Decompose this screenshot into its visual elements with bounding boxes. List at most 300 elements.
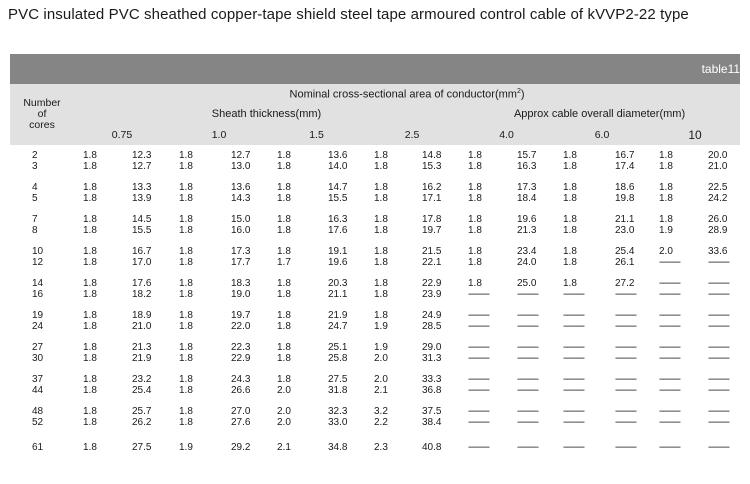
cell-value: --------- — [563, 309, 584, 321]
size-header: 4.0 — [459, 124, 554, 145]
cell-value: 1.8 — [374, 309, 388, 321]
cell-value: 21.9 — [328, 309, 348, 321]
sheath-cell — [365, 369, 410, 401]
cell-value: 28.5 — [422, 321, 442, 332]
diameter-cell — [505, 305, 554, 337]
cell-value: 12.7 — [231, 149, 251, 161]
cell-value: --------- — [659, 442, 680, 454]
sheath-cell — [268, 273, 316, 305]
cell-value: --------- — [563, 341, 584, 353]
cell-value: 31.3 — [422, 353, 442, 364]
diameter-cell — [696, 241, 740, 273]
cores-cell — [10, 273, 74, 305]
diameter-cell — [219, 305, 268, 337]
cell-value: 1.8 — [179, 257, 193, 268]
cell-value: 1.8 — [468, 193, 482, 204]
cell-value: --------- — [468, 442, 489, 454]
cell-value: 1.8 — [563, 181, 577, 193]
diameter-cell — [410, 305, 459, 337]
sheath-cell — [650, 401, 696, 433]
cell-value: --------- — [708, 353, 729, 364]
sheath-cell — [459, 145, 505, 177]
diameter-cell — [120, 273, 170, 305]
cell-value: 1.8 — [83, 225, 97, 236]
cell-value: 1.8 — [179, 417, 193, 428]
cell-value: --------- — [615, 442, 636, 454]
cell-value: 2.0 — [277, 417, 291, 428]
diameter-cell — [603, 433, 650, 463]
cell-value: 2.0 — [277, 405, 291, 417]
diameter-cell — [219, 337, 268, 369]
cell-value: --------- — [659, 405, 680, 417]
cell-value: 1.8 — [83, 149, 97, 161]
sheath-cell — [365, 273, 410, 305]
cell-value: 1.8 — [83, 245, 97, 257]
sheath-cell — [74, 401, 120, 433]
cell-value: 1.8 — [179, 277, 193, 289]
sheath-cell — [268, 401, 316, 433]
cell-value: 20.0 — [708, 149, 728, 161]
cell-value: 1.9 — [374, 321, 388, 332]
cell-value: 12.3 — [132, 149, 152, 161]
cell-value: --------- — [659, 289, 680, 300]
cell-value: 1.8 — [83, 442, 97, 454]
cell-value: 1.8 — [468, 225, 482, 236]
cell-value: 1.8 — [179, 309, 193, 321]
cell-value: 13.6 — [231, 181, 251, 193]
cell-value: 24.3 — [231, 373, 251, 385]
cell-value: 1.8 — [277, 373, 291, 385]
overall-diameter-header: Approx cable overall diameter(mm) — [459, 104, 740, 124]
cell-value: --------- — [468, 341, 489, 353]
cell-value: 18.4 — [517, 193, 537, 204]
cell-value: 27.6 — [231, 417, 251, 428]
size-header: 1.0 — [170, 124, 268, 145]
diameter-cell — [505, 401, 554, 433]
diameter-cell — [410, 433, 459, 463]
cell-value: 27.5 — [328, 373, 348, 385]
cell-value: 1.9 — [374, 341, 388, 353]
cell-value: 1.8 — [179, 341, 193, 353]
sheath-cell — [365, 241, 410, 273]
cores-cell — [10, 241, 74, 273]
cell-value: 28.9 — [708, 225, 728, 236]
cell-value: 1.8 — [179, 225, 193, 236]
diameter-cell — [505, 209, 554, 241]
sheath-cell — [459, 369, 505, 401]
diameter-cell — [505, 273, 554, 305]
diameter-cell — [219, 273, 268, 305]
cell-value: --------- — [468, 385, 489, 396]
cell-value: 27.2 — [615, 277, 635, 289]
cell-value: 26.1 — [615, 257, 635, 268]
diameter-cell — [603, 177, 650, 209]
diameter-cell — [219, 177, 268, 209]
cell-value: --------- — [659, 277, 680, 289]
sheath-cell — [170, 145, 219, 177]
sheath-cell — [650, 369, 696, 401]
sheath-cell — [74, 241, 120, 273]
cell-value: 34.8 — [328, 442, 348, 454]
diameter-cell — [120, 209, 170, 241]
sheath-cell — [365, 177, 410, 209]
diameter-cell — [603, 369, 650, 401]
diameter-cell — [120, 241, 170, 273]
cell-value: --------- — [468, 417, 489, 428]
cell-value: 1.8 — [277, 213, 291, 225]
cell-value: 1.8 — [179, 405, 193, 417]
cell-value: 26.6 — [231, 385, 251, 396]
cell-value: 1.8 — [277, 321, 291, 332]
sheath-cell — [554, 401, 603, 433]
nominal-area-header: Nominal cross-sectional area of $conductor(mm^2)$ — [74, 84, 740, 104]
table-row — [10, 241, 740, 273]
diameter-cell — [696, 209, 740, 241]
cell-value: 1.8 — [659, 213, 673, 225]
sheath-cell — [459, 401, 505, 433]
sheath-cell — [74, 305, 120, 337]
sheath-cell — [650, 305, 696, 337]
cores-value: 5 — [32, 193, 38, 204]
cell-value: --------- — [563, 353, 584, 364]
cell-value: 22.9 — [231, 353, 251, 364]
diameter-cell — [410, 337, 459, 369]
diameter-cell — [120, 145, 170, 177]
cell-value: --------- — [708, 257, 729, 268]
sheath-cell — [554, 145, 603, 177]
cell-value: --------- — [708, 309, 729, 321]
cell-value: 1.8 — [374, 245, 388, 257]
cell-value: 15.5 — [132, 225, 152, 236]
cell-value: --------- — [517, 321, 538, 332]
cell-value: 1.8 — [374, 213, 388, 225]
cell-value: 1.8 — [277, 181, 291, 193]
cell-value: 36.8 — [422, 385, 442, 396]
cell-value: 17.0 — [132, 257, 152, 268]
cell-value: 24.2 — [708, 193, 728, 204]
cell-value: --------- — [563, 373, 584, 385]
diameter-cell — [410, 209, 459, 241]
cell-value: 21.3 — [132, 341, 152, 353]
diameter-cell — [316, 433, 365, 463]
cores-cell — [10, 369, 74, 401]
cable-spec-table — [10, 54, 740, 463]
cell-value: 1.8 — [277, 193, 291, 204]
cell-value: 22.5 — [708, 181, 728, 193]
sheath-cell — [268, 177, 316, 209]
cell-value: 21.9 — [132, 353, 152, 364]
sheath-cell — [554, 337, 603, 369]
cell-value: 25.1 — [328, 341, 348, 353]
cell-value: 22.9 — [422, 277, 442, 289]
cell-value: 1.8 — [563, 257, 577, 268]
diameter-cell — [410, 177, 459, 209]
cell-value: 25.4 — [132, 385, 152, 396]
cell-value: --------- — [615, 289, 636, 300]
cell-value: --------- — [659, 341, 680, 353]
diameter-cell — [603, 337, 650, 369]
cell-value: 16.7 — [615, 149, 635, 161]
cell-value: 1.8 — [374, 257, 388, 268]
sheath-cell — [554, 209, 603, 241]
cell-value: 19.6 — [328, 257, 348, 268]
cell-value: 1.8 — [277, 149, 291, 161]
diameter-cell — [696, 401, 740, 433]
cell-value: 1.8 — [83, 321, 97, 332]
cell-value: 1.8 — [659, 161, 673, 172]
sheath-cell — [365, 337, 410, 369]
cell-value: --------- — [659, 417, 680, 428]
cell-value: 16.0 — [231, 225, 251, 236]
cell-value: --------- — [468, 289, 489, 300]
cell-value: --------- — [517, 309, 538, 321]
cell-value: 24.7 — [328, 321, 348, 332]
cores-value: 24 — [32, 321, 44, 332]
cell-value: 1.8 — [374, 289, 388, 300]
cell-value: --------- — [468, 373, 489, 385]
cell-value: 1.8 — [277, 341, 291, 353]
cell-value: 2.0 — [277, 385, 291, 396]
cell-value: 21.0 — [132, 321, 152, 332]
cell-value: 1.8 — [468, 161, 482, 172]
cell-value: --------- — [708, 417, 729, 428]
cell-value: 1.8 — [277, 289, 291, 300]
sheath-cell — [74, 145, 120, 177]
table-row — [10, 369, 740, 401]
table-row — [10, 337, 740, 369]
cell-value: 23.9 — [422, 289, 442, 300]
cell-value: 19.7 — [231, 309, 251, 321]
cell-value: --------- — [659, 321, 680, 332]
cell-value: 40.8 — [422, 442, 442, 454]
cell-value: --------- — [708, 373, 729, 385]
sheath-cell — [554, 177, 603, 209]
cell-value: 1.8 — [563, 245, 577, 257]
cell-value: --------- — [517, 405, 538, 417]
cell-value: --------- — [708, 277, 729, 289]
diameter-cell — [410, 241, 459, 273]
cell-value: 17.7 — [231, 257, 251, 268]
diameter-cell — [316, 209, 365, 241]
diameter-cell — [316, 305, 365, 337]
cell-value: 1.8 — [179, 213, 193, 225]
sheath-cell — [170, 305, 219, 337]
cell-value: 17.6 — [328, 225, 348, 236]
cell-value: 1.8 — [83, 257, 97, 268]
cell-value: 1.8 — [659, 149, 673, 161]
cell-value: 19.7 — [422, 225, 442, 236]
cell-value: 1.8 — [563, 161, 577, 172]
diameter-cell — [219, 369, 268, 401]
cell-value: 16.7 — [132, 245, 152, 257]
cores-value: 27 — [32, 341, 44, 353]
cell-value: --------- — [659, 353, 680, 364]
cell-value: 1.8 — [83, 213, 97, 225]
cell-value: 1.8 — [179, 193, 193, 204]
size-header: 0.75 — [74, 124, 170, 145]
cell-value: --------- — [615, 417, 636, 428]
sheath-cell — [650, 337, 696, 369]
cell-value: 12.7 — [132, 161, 152, 172]
cell-value: 19.6 — [517, 213, 537, 225]
sheath-cell — [650, 433, 696, 463]
sheath-cell — [268, 369, 316, 401]
cell-value: 23.2 — [132, 373, 152, 385]
cell-value: 1.8 — [468, 277, 482, 289]
diameter-cell — [505, 241, 554, 273]
diameter-cell — [120, 401, 170, 433]
sheath-cell — [268, 209, 316, 241]
diameter-cell — [603, 401, 650, 433]
diameter-cell — [219, 433, 268, 463]
sheath-cell — [650, 273, 696, 305]
cell-value: --------- — [468, 405, 489, 417]
table-row — [10, 305, 740, 337]
cell-value: --------- — [659, 373, 680, 385]
diameter-cell — [505, 433, 554, 463]
diameter-cell — [120, 433, 170, 463]
sheath-cell — [459, 433, 505, 463]
cell-value: 1.8 — [563, 213, 577, 225]
diameter-cell — [410, 273, 459, 305]
cell-value: 27.5 — [132, 442, 152, 454]
cell-value: 1.8 — [179, 161, 193, 172]
sheath-cell — [554, 305, 603, 337]
sheath-cell — [365, 145, 410, 177]
diameter-cell — [696, 305, 740, 337]
cell-value: 1.8 — [277, 245, 291, 257]
cell-value: 19.1 — [328, 245, 348, 257]
cell-value: --------- — [517, 373, 538, 385]
cell-value: 1.8 — [277, 277, 291, 289]
diameter-cell — [219, 241, 268, 273]
sheath-cell — [74, 273, 120, 305]
cell-value: 18.3 — [231, 277, 251, 289]
cell-value: 2.0 — [659, 245, 673, 257]
cell-value: 1.8 — [374, 193, 388, 204]
sheath-cell — [554, 433, 603, 463]
cell-value: --------- — [517, 417, 538, 428]
sheath-thickness-header: Sheath thickness(mm) — [74, 104, 459, 124]
cell-value: 1.8 — [83, 181, 97, 193]
sheath-cell — [170, 177, 219, 209]
sheath-cell — [74, 433, 120, 463]
cell-value: 20.3 — [328, 277, 348, 289]
cell-value: 1.8 — [83, 277, 97, 289]
cell-value: 1.9 — [659, 225, 673, 236]
sheath-cell — [459, 177, 505, 209]
cell-value: 37.5 — [422, 405, 442, 417]
diameter-cell — [696, 433, 740, 463]
cell-value: 14.7 — [328, 181, 348, 193]
cell-value: 1.8 — [563, 149, 577, 161]
diameter-cell — [696, 273, 740, 305]
diameter-cell — [316, 273, 365, 305]
diameter-cell — [316, 369, 365, 401]
cell-value: 33.0 — [328, 417, 348, 428]
cell-value: 1.8 — [659, 193, 673, 204]
cell-value: 17.4 — [615, 161, 635, 172]
cell-value: 1.8 — [468, 257, 482, 268]
cell-value: 15.3 — [422, 161, 442, 172]
sheath-cell — [170, 369, 219, 401]
cell-value: 32.3 — [328, 405, 348, 417]
sheath-cell — [650, 177, 696, 209]
cell-value: 1.8 — [277, 225, 291, 236]
table-row — [10, 273, 740, 305]
cell-value: 25.7 — [132, 405, 152, 417]
diameter-cell — [316, 177, 365, 209]
cell-value: 17.3 — [231, 245, 251, 257]
cell-value: 21.1 — [615, 213, 635, 225]
cell-value: 2.3 — [374, 442, 388, 454]
cell-value: 1.8 — [83, 373, 97, 385]
cell-value: --------- — [468, 353, 489, 364]
cell-value: --------- — [563, 385, 584, 396]
cell-value: 1.9 — [179, 442, 193, 454]
cores-cell — [10, 177, 74, 209]
cell-value: 17.8 — [422, 213, 442, 225]
cell-value: 1.8 — [179, 321, 193, 332]
cell-value: --------- — [615, 309, 636, 321]
size-header: 10 — [650, 124, 740, 145]
cell-value: 21.1 — [328, 289, 348, 300]
cell-value: --------- — [563, 417, 584, 428]
cell-value: 1.8 — [374, 181, 388, 193]
cores-cell — [10, 401, 74, 433]
cell-value: 1.8 — [374, 277, 388, 289]
diameter-cell — [316, 337, 365, 369]
sheath-cell — [554, 369, 603, 401]
cell-value: --------- — [517, 442, 538, 454]
cell-value: 1.8 — [563, 225, 577, 236]
cell-value: 13.6 — [328, 149, 348, 161]
diameter-cell — [603, 241, 650, 273]
cell-value: 1.8 — [179, 181, 193, 193]
cell-value: 1.8 — [83, 417, 97, 428]
cell-value: 1.8 — [374, 149, 388, 161]
sheath-cell — [459, 209, 505, 241]
cell-value: --------- — [708, 385, 729, 396]
cell-value: 1.7 — [277, 257, 291, 268]
cores-value: 7 — [32, 213, 38, 225]
cell-value: --------- — [468, 321, 489, 332]
sheath-cell — [170, 241, 219, 273]
sheath-cell — [650, 209, 696, 241]
diameter-cell — [316, 145, 365, 177]
cell-value: 25.8 — [328, 353, 348, 364]
sheath-cell — [268, 305, 316, 337]
cell-value: 38.4 — [422, 417, 442, 428]
cores-value: 30 — [32, 353, 44, 364]
cores-cell — [10, 209, 74, 241]
diameter-cell — [219, 209, 268, 241]
sheath-cell — [74, 337, 120, 369]
cell-value: 1.8 — [83, 405, 97, 417]
cell-value: 3.2 — [374, 405, 388, 417]
diameter-cell — [696, 369, 740, 401]
cell-value: 1.8 — [179, 373, 193, 385]
number-of-cores-header: Number of cores — [10, 84, 74, 145]
table-row — [10, 177, 740, 209]
cell-value: 1.8 — [179, 149, 193, 161]
diameter-cell — [410, 145, 459, 177]
cell-value: 1.8 — [468, 181, 482, 193]
sheath-cell — [268, 337, 316, 369]
cell-value: 1.8 — [179, 385, 193, 396]
sheath-cell — [554, 273, 603, 305]
cell-value: --------- — [517, 353, 538, 364]
